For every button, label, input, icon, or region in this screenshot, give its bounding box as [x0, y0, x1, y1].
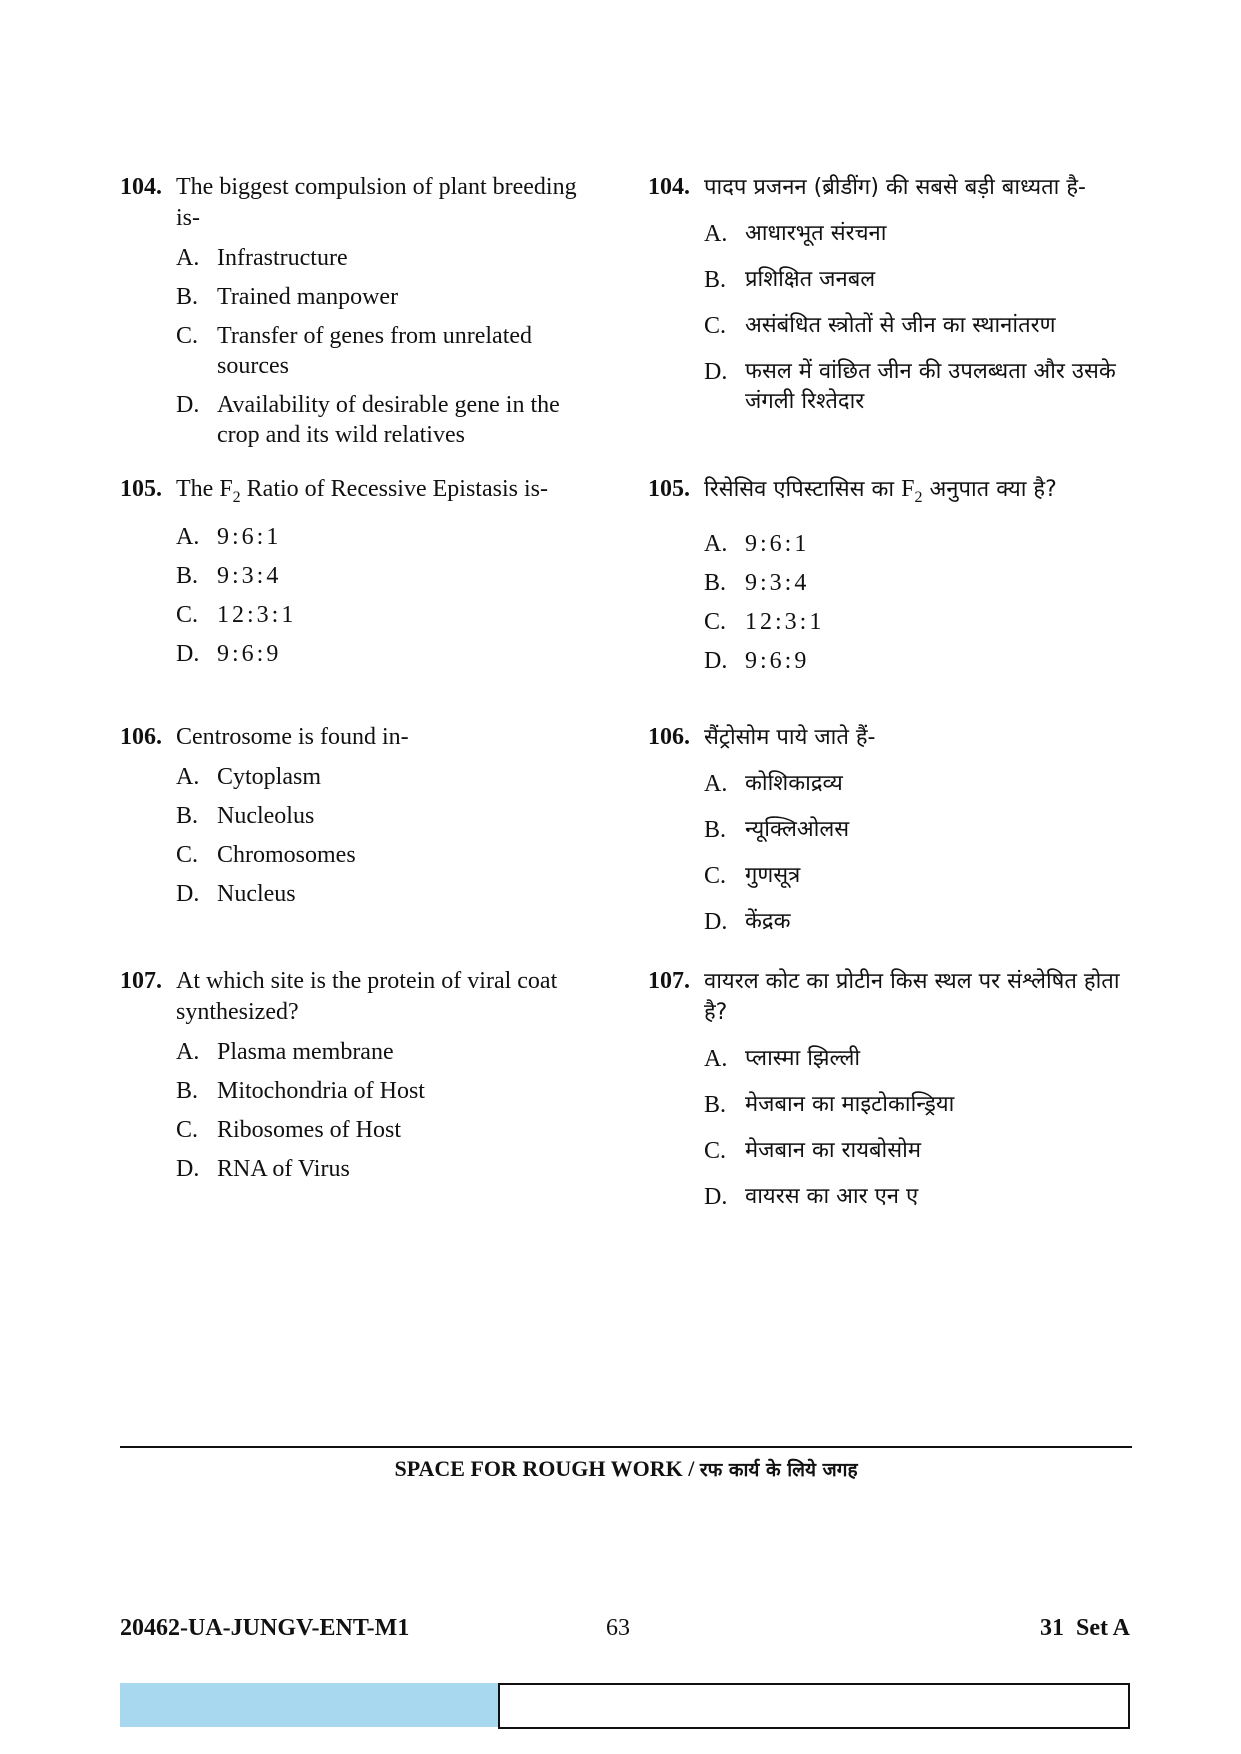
- option-text: आधारभूत संरचना: [745, 221, 887, 246]
- f2-symbol: [219, 476, 241, 506]
- option-d: [176, 879, 590, 909]
- question-text: वायरल कोट का प्रोटीन किस स्थल पर संश्लेषित होता है?: [704, 969, 1120, 1025]
- option-label: C.: [704, 863, 727, 889]
- option-text: RNA of Virus: [217, 1156, 350, 1182]
- option-text: 9:6:1: [745, 530, 810, 557]
- footer-blank-box: [498, 1683, 1130, 1729]
- option-label: C.: [704, 608, 727, 635]
- options-list: [176, 243, 590, 450]
- options-list: [704, 769, 1138, 937]
- option-text: गुणसूत्र: [745, 863, 801, 888]
- option-label: A.: [704, 1046, 728, 1072]
- option-b: [176, 1076, 590, 1106]
- option-label: B.: [176, 803, 199, 829]
- f-symbol: F: [901, 476, 915, 502]
- option-a: [176, 762, 590, 792]
- option-label: B.: [704, 267, 727, 293]
- option-label: A.: [704, 771, 728, 797]
- option-text: केंद्रक: [745, 909, 791, 934]
- option-a: [704, 1044, 1138, 1074]
- option-text: न्यूक्लिओलस: [745, 817, 850, 842]
- option-d: [176, 639, 590, 669]
- option-d: [704, 646, 1138, 676]
- option-a: [704, 219, 1138, 249]
- options-list: [704, 1044, 1138, 1212]
- option-label: C.: [176, 1117, 199, 1143]
- question-104-en: [120, 172, 590, 450]
- question-text-after: अनुपात क्या है?: [929, 477, 1057, 502]
- rough-work-english: SPACE FOR ROUGH WORK /: [394, 1456, 695, 1481]
- rough-work-hindi: रफ कार्य के लिये जगह: [699, 1459, 858, 1481]
- option-c: [176, 840, 590, 870]
- option-text: Nucleus: [217, 881, 296, 907]
- question-number: 105.: [120, 476, 162, 502]
- option-label: B.: [704, 569, 727, 596]
- option-text: Mitochondria of Host: [217, 1078, 425, 1104]
- question-text: The biggest compulsion of plant breeding is-: [176, 174, 577, 231]
- question-text: [704, 474, 1057, 513]
- option-label: B.: [176, 1078, 199, 1104]
- option-text: Trained manpower: [217, 284, 399, 310]
- option-label: D.: [176, 881, 200, 907]
- options-list: [176, 762, 590, 909]
- option-a: [176, 522, 590, 552]
- option-text: 9:6:9: [217, 640, 282, 667]
- option-label: D.: [704, 909, 728, 935]
- rough-work-divider: [120, 1446, 1132, 1448]
- option-text: प्लास्मा झिल्ली: [745, 1046, 861, 1071]
- question-105-hi: [648, 474, 1138, 676]
- option-text: 9:6:1: [217, 523, 282, 550]
- option-text: मेजबान का रायबोसोम: [745, 1138, 921, 1163]
- option-label: D.: [176, 1156, 200, 1182]
- question-text-before: रिसेसिव एपिस्टासिस का: [704, 477, 895, 502]
- question-text: पादप प्रजनन (ब्रीडींग) की सबसे बड़ी बाध्यता है-: [704, 175, 1086, 200]
- option-label: C.: [176, 842, 199, 868]
- option-a: [176, 243, 590, 273]
- footer-color-bar: [120, 1683, 498, 1727]
- question-number: 106.: [120, 724, 162, 750]
- paper-code: 20462-UA-JUNGV-ENT-M1: [120, 1615, 410, 1641]
- option-text: कोशिकाद्रव्य: [745, 771, 843, 796]
- option-text: वायरस का आर एन ए: [745, 1184, 919, 1209]
- options-list: [704, 529, 1138, 676]
- question-number: 107.: [648, 968, 690, 994]
- question-106-hi: [648, 722, 1138, 937]
- question-text: At which site is the protein of viral coat synthesized?: [176, 968, 558, 1025]
- option-d: [704, 907, 1138, 937]
- option-a: [704, 529, 1138, 559]
- option-text: Chromosomes: [217, 842, 356, 868]
- option-label: C.: [704, 313, 727, 339]
- option-label: B.: [176, 562, 199, 589]
- option-b: [704, 265, 1138, 295]
- option-text: 9:6:9: [745, 647, 810, 674]
- option-label: A.: [704, 221, 728, 247]
- question-105-en: [120, 474, 590, 669]
- f2-symbol: [901, 476, 923, 506]
- question-number: 105.: [648, 476, 690, 502]
- question-number: 106.: [648, 724, 690, 750]
- option-d: [704, 357, 1138, 417]
- question-text-after: Ratio of Recessive Epistasis is-: [246, 476, 548, 502]
- options-list: [176, 1037, 590, 1184]
- question-107-hi: [648, 966, 1138, 1212]
- option-label: B.: [704, 817, 727, 843]
- question-106-en: [120, 722, 590, 909]
- option-text: Cytoplasm: [217, 764, 322, 790]
- set-label: 31 Set A: [1040, 1615, 1130, 1641]
- question-107-en: [120, 966, 590, 1184]
- option-c: [176, 600, 590, 630]
- option-label: B.: [176, 284, 199, 310]
- options-list: [704, 219, 1138, 417]
- option-c: [176, 321, 590, 381]
- option-text: प्रशिक्षित जनबल: [745, 267, 876, 292]
- option-text: Nucleolus: [217, 803, 315, 829]
- option-label: A.: [176, 764, 200, 790]
- option-label: C.: [176, 323, 199, 349]
- option-label: D.: [704, 1184, 728, 1210]
- option-text: Ribosomes of Host: [217, 1117, 402, 1143]
- option-text: 9:3:4: [745, 569, 810, 596]
- f-subscript: 2: [232, 488, 241, 506]
- option-d: [704, 1182, 1138, 1212]
- option-a: [704, 769, 1138, 799]
- option-a: [176, 1037, 590, 1067]
- option-label: D.: [176, 392, 200, 418]
- option-c: [704, 1136, 1138, 1166]
- options-list: [176, 522, 590, 669]
- option-label: D.: [704, 647, 728, 674]
- option-b: [176, 801, 590, 831]
- option-c: [704, 311, 1138, 341]
- option-d: [176, 390, 590, 450]
- option-text: 9:3:4: [217, 562, 282, 589]
- option-label: D.: [176, 640, 200, 667]
- page-number: 63: [606, 1615, 630, 1641]
- option-text: असंबंधित स्त्रोतों से जीन का स्थानांतरण: [745, 313, 1056, 338]
- option-text: Transfer of genes from unrelated sources: [217, 323, 533, 379]
- question-104-hi: [648, 172, 1138, 417]
- option-label: D.: [704, 359, 728, 385]
- option-c: [704, 861, 1138, 891]
- question-text: सैंट्रोसोम पाये जाते हैं-: [704, 725, 876, 750]
- option-text: 12:3:1: [217, 601, 297, 628]
- option-label: A.: [176, 523, 200, 550]
- option-label: B.: [704, 1092, 727, 1118]
- option-d: [176, 1154, 590, 1184]
- f-subscript: 2: [914, 488, 923, 506]
- option-b: [176, 282, 590, 312]
- f-symbol: F: [219, 476, 233, 502]
- option-text: Availability of desirable gene in the crop and its wild relatives: [217, 392, 560, 448]
- option-text: 12:3:1: [745, 608, 825, 635]
- option-label: A.: [176, 245, 200, 271]
- rough-work-heading: [120, 1456, 1132, 1482]
- question-text-before: The: [176, 476, 214, 502]
- question-number: 107.: [120, 968, 162, 994]
- option-text: Plasma membrane: [217, 1039, 394, 1065]
- option-c: [176, 1115, 590, 1145]
- question-number: 104.: [120, 174, 162, 200]
- option-b: [704, 568, 1138, 598]
- option-c: [704, 607, 1138, 637]
- option-label: A.: [176, 1039, 200, 1065]
- option-text: फसल में वांछित जीन की उपलब्धता और उसके जंगली रिश्तेदार: [745, 359, 1116, 414]
- option-label: C.: [176, 601, 199, 628]
- option-text: मेजबान का माइटोकान्ड्रिया: [745, 1092, 955, 1117]
- option-text: Infrastructure: [217, 245, 348, 271]
- question-text: Centrosome is found in-: [176, 724, 409, 750]
- question-text: [176, 474, 548, 513]
- option-label: A.: [704, 530, 728, 557]
- option-b: [176, 561, 590, 591]
- option-label: C.: [704, 1138, 727, 1164]
- option-b: [704, 815, 1138, 845]
- question-number: 104.: [648, 174, 690, 200]
- option-b: [704, 1090, 1138, 1120]
